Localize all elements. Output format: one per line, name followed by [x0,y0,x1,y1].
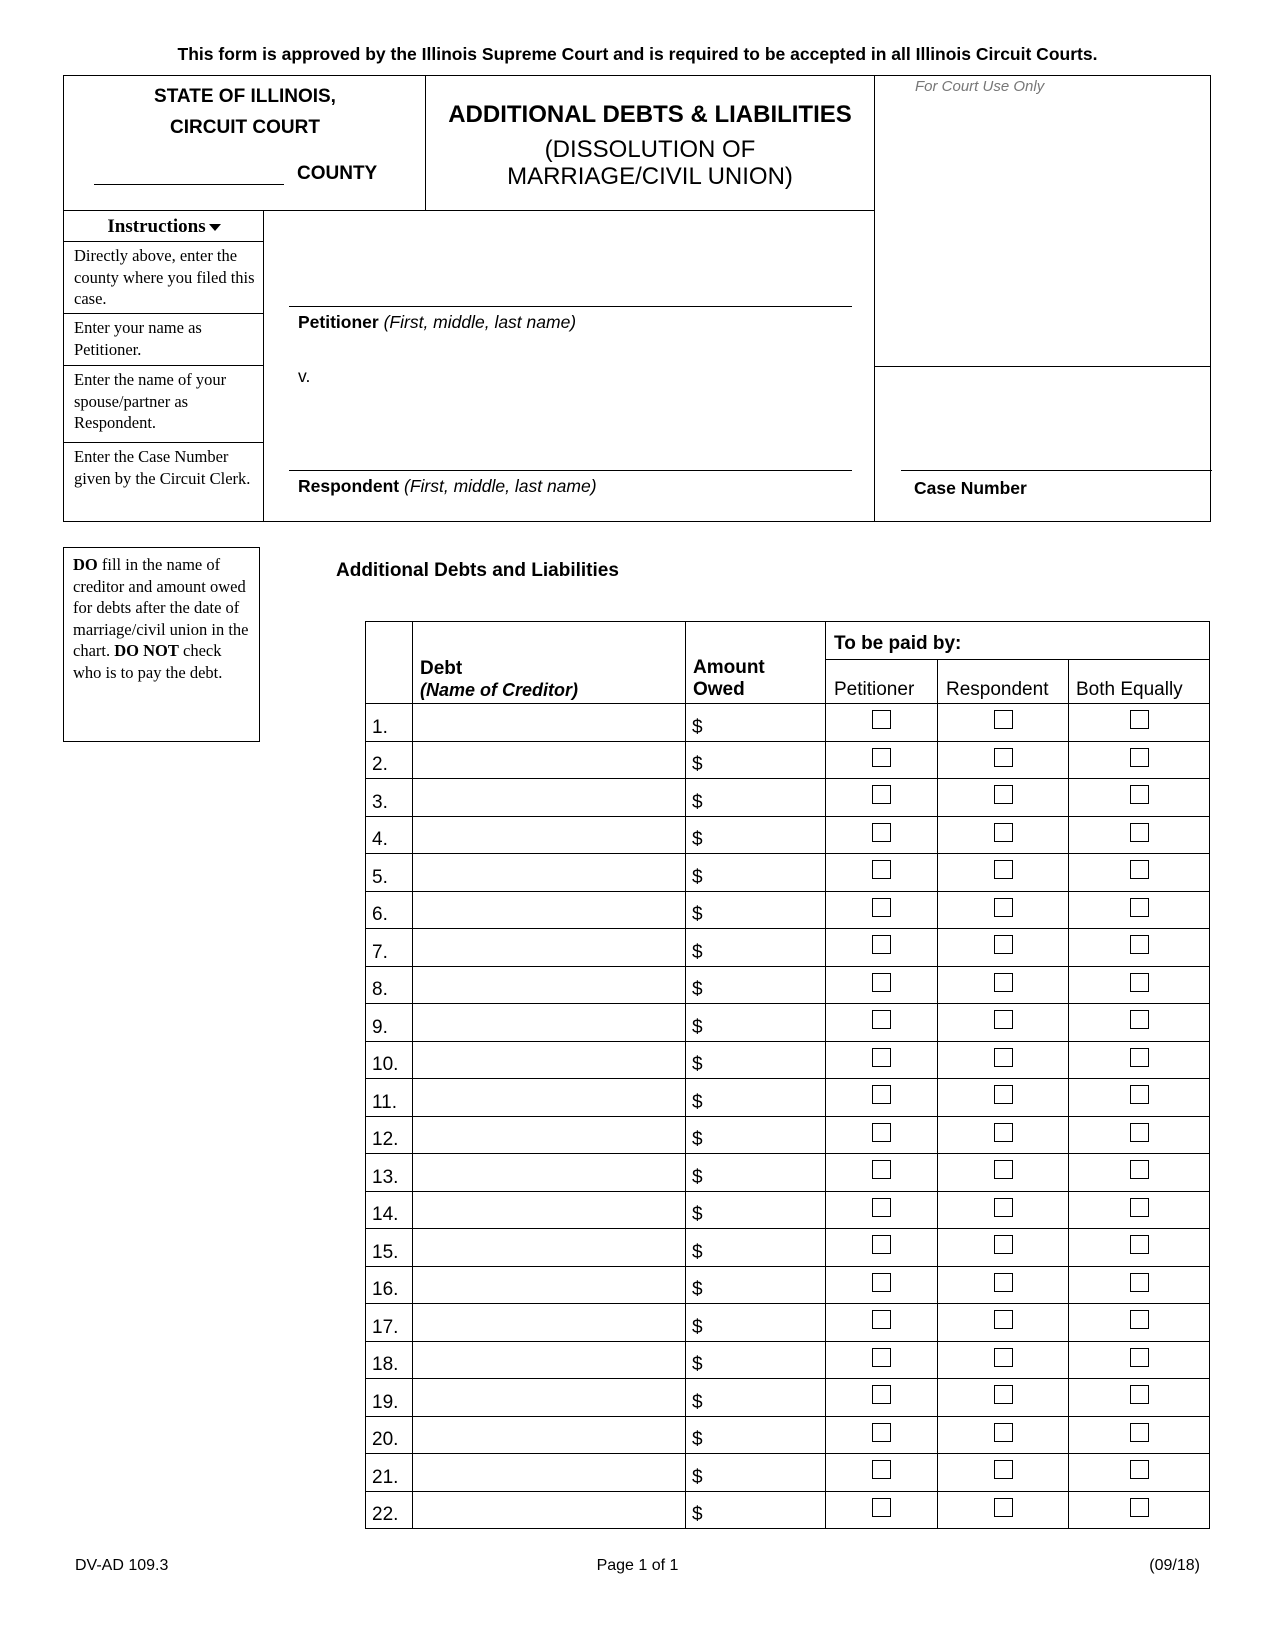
currency-symbol: $ [692,1016,703,1038]
respondent-name-field[interactable] [289,470,852,471]
currency-symbol: $ [692,754,703,775]
creditor-name-input[interactable] [413,1154,686,1192]
paid-by-respondent-cell [938,1491,1069,1529]
paid-by-both-equally-checkbox[interactable] [1130,1085,1149,1104]
creditor-name-input[interactable] [413,1341,686,1379]
paid-by-respondent-cell [938,704,1069,742]
paid-by-respondent-checkbox[interactable] [994,1085,1013,1104]
amount-owed-input[interactable] [686,704,826,742]
amount-owed-input[interactable] [686,1304,826,1342]
amount-owed-input[interactable] [686,1229,826,1267]
versus-label: v. [298,366,311,386]
amount-owed-input[interactable] [686,779,826,817]
paid-by-respondent-checkbox[interactable] [994,1385,1013,1404]
paid-by-both-equally-cell [1069,779,1210,817]
currency-symbol: $ [692,716,703,738]
row-number: 5. [366,854,413,892]
row-number: 14. [366,1191,413,1229]
paid-by-petitioner-cell [826,891,938,929]
paid-by-both-equally-checkbox[interactable] [1130,1160,1149,1179]
paid-by-petitioner-checkbox[interactable] [872,1385,891,1404]
row-number: 20. [366,1416,413,1454]
paid-by-petitioner-cell [826,1491,938,1529]
amount-owed-input[interactable] [686,1154,826,1192]
paid-by-both-equally-cell [1069,891,1210,929]
paid-by-both-equally-cell [1069,854,1210,892]
paid-by-petitioner-checkbox[interactable] [872,1123,891,1142]
currency-symbol: $ [692,1241,703,1263]
approval-notice: This form is approved by the Illinois Supreme Court and is required to be accepted in all Illinois Circuit Courts. [177,44,1098,64]
page-number: Page 1 of 1 [596,1557,679,1574]
paid-by-petitioner-checkbox[interactable] [872,710,891,729]
amount-owed-input[interactable] [686,1341,826,1379]
table-row [366,704,1210,742]
creditor-name-input[interactable] [413,779,686,817]
paid-by-petitioner-cell [826,1041,938,1079]
row-number: 12. [366,1116,413,1154]
header-petitioner: Petitioner [826,660,938,704]
caret-down-icon [209,224,221,231]
paid-by-petitioner-cell [826,1191,938,1229]
paid-by-both-equally-cell [1069,741,1210,779]
instruction-respondent: Enter the name of your spouse/partner as Respondent. [74,370,227,432]
paid-by-petitioner-checkbox[interactable] [872,1460,891,1479]
paid-by-petitioner-cell [826,1116,938,1154]
paid-by-both-equally-cell [1069,929,1210,967]
creditor-name-input[interactable] [413,1191,686,1229]
paid-by-petitioner-cell [826,704,938,742]
instructions-heading-text: Instructions [107,216,206,237]
currency-symbol: $ [692,1091,703,1113]
creditor-name-input[interactable] [413,1304,686,1342]
header-respondent: Respondent [938,660,1069,704]
amount-owed-input[interactable] [686,1416,826,1454]
paid-by-both-equally-checkbox[interactable] [1130,898,1149,917]
paid-by-both-equally-checkbox[interactable] [1130,1048,1149,1067]
amount-owed-input[interactable] [686,1041,826,1079]
table-row [366,779,1210,817]
respondent-label: Respondent (First, middle, last name) [298,476,597,496]
paid-by-both-equally-cell [1069,1304,1210,1342]
amount-owed-input[interactable] [686,1266,826,1304]
paid-by-respondent-checkbox[interactable] [994,973,1013,992]
paid-by-respondent-checkbox[interactable] [994,1348,1013,1367]
row-number: 17. [366,1304,413,1342]
paid-by-both-equally-checkbox[interactable] [1130,1460,1149,1479]
paid-by-petitioner-checkbox[interactable] [872,973,891,992]
paid-by-petitioner-checkbox[interactable] [872,823,891,842]
row-number: 4. [366,816,413,854]
paid-by-both-equally-cell [1069,1041,1210,1079]
currency-symbol: $ [692,979,703,1000]
paid-by-petitioner-cell [826,966,938,1004]
court-use-only-label: For Court Use Only [915,78,1045,95]
paid-by-petitioner-checkbox[interactable] [872,1160,891,1179]
paid-by-respondent-checkbox[interactable] [994,1048,1013,1067]
paid-by-petitioner-cell [826,929,938,967]
row-number: 2. [366,741,413,779]
paid-by-petitioner-checkbox[interactable] [872,785,891,804]
case-number-field[interactable] [901,470,1212,471]
paid-by-petitioner-cell [826,1379,938,1417]
paid-by-respondent-cell [938,891,1069,929]
table-row [366,1266,1210,1304]
amount-owed-input[interactable] [686,891,826,929]
currency-symbol: $ [692,866,703,888]
paid-by-respondent-cell [938,1041,1069,1079]
row-number: 15. [366,1229,413,1267]
paid-by-petitioner-cell [826,741,938,779]
paid-by-respondent-checkbox[interactable] [994,1498,1013,1517]
table-row [366,929,1210,967]
creditor-name-input[interactable] [413,741,686,779]
paid-by-respondent-cell [938,816,1069,854]
form-subtitle-line1: (DISSOLUTION OF [544,136,756,163]
paid-by-respondent-checkbox[interactable] [994,1423,1013,1442]
currency-symbol: $ [692,1129,703,1150]
table-row [366,816,1210,854]
paid-by-respondent-cell [938,1116,1069,1154]
currency-symbol: $ [692,791,703,813]
petitioner-label: Petitioner (First, middle, last name) [298,312,577,332]
table-row [366,1191,1210,1229]
currency-symbol: $ [692,1504,703,1525]
row-number: 10. [366,1041,413,1079]
row-number: 13. [366,1154,413,1192]
paid-by-petitioner-checkbox[interactable] [872,1048,891,1067]
creditor-name-input[interactable] [413,704,686,742]
court-state: STATE OF ILLINOIS, [154,86,336,107]
currency-symbol: $ [692,941,703,963]
instruction-case-number: Enter the Case Number given by the Circuit Clerk. [74,447,251,488]
paid-by-respondent-cell [938,929,1069,967]
do-instruction-box: DO fill in the name of creditor and amount owed for debts after the date of marriage/civil union in the chart. DO NOT check who is to pay the debt. [63,547,260,742]
amount-owed-input[interactable] [686,929,826,967]
paid-by-both-equally-cell [1069,1079,1210,1117]
paid-by-respondent-checkbox[interactable] [994,1235,1013,1254]
court-name: CIRCUIT COURT [170,117,320,138]
amount-owed-input[interactable] [686,1454,826,1492]
amount-owed-input[interactable] [686,1004,826,1042]
paid-by-both-equally-checkbox[interactable] [1130,935,1149,954]
row-number: 7. [366,929,413,967]
row-number: 18. [366,1341,413,1379]
paid-by-petitioner-cell [826,1416,938,1454]
paid-by-both-equally-checkbox[interactable] [1130,1010,1149,1029]
amount-owed-input[interactable] [686,966,826,1004]
paid-by-respondent-checkbox[interactable] [994,1010,1013,1029]
row-number: 21. [366,1454,413,1492]
table-row [366,1229,1210,1267]
currency-symbol: $ [692,1391,703,1413]
paid-by-both-equally-checkbox[interactable] [1130,1235,1149,1254]
paid-by-petitioner-checkbox[interactable] [872,898,891,917]
paid-by-both-equally-checkbox[interactable] [1130,823,1149,842]
paid-by-both-equally-cell [1069,1416,1210,1454]
header-row-number [366,622,413,704]
paid-by-petitioner-checkbox[interactable] [872,1310,891,1329]
paid-by-both-equally-checkbox[interactable] [1130,1273,1149,1292]
amount-owed-input[interactable] [686,1379,826,1417]
creditor-name-input[interactable] [413,1004,686,1042]
header-both-equally: Both Equally [1069,660,1210,704]
county-label: COUNTY [297,163,378,184]
paid-by-respondent-checkbox[interactable] [994,1123,1013,1142]
paid-by-petitioner-checkbox[interactable] [872,935,891,954]
paid-by-petitioner-checkbox[interactable] [872,1085,891,1104]
county-field[interactable] [94,184,284,185]
paid-by-petitioner-checkbox[interactable] [872,1348,891,1367]
amount-owed-input[interactable] [686,1491,826,1529]
table-row [366,1041,1210,1079]
paid-by-petitioner-checkbox[interactable] [872,748,891,767]
paid-by-both-equally-checkbox[interactable] [1130,860,1149,879]
creditor-name-input[interactable] [413,1491,686,1529]
paid-by-respondent-checkbox[interactable] [994,1198,1013,1217]
paid-by-both-equally-checkbox[interactable] [1130,1498,1149,1517]
paid-by-respondent-cell [938,779,1069,817]
creditor-name-input[interactable] [413,1379,686,1417]
form-code: DV-AD 109.3 [75,1557,169,1574]
amount-owed-input[interactable] [686,741,826,779]
row-number: 9. [366,1004,413,1042]
header-amount-owed: Amount Owed [686,622,826,704]
table-row [366,1004,1210,1042]
paid-by-both-equally-checkbox[interactable] [1130,1385,1149,1404]
creditor-name-input[interactable] [413,816,686,854]
paid-by-petitioner-cell [826,1004,938,1042]
paid-by-respondent-checkbox[interactable] [994,1310,1013,1329]
currency-symbol: $ [692,1429,703,1450]
row-number: 3. [366,779,413,817]
row-number: 16. [366,1266,413,1304]
table-row [366,741,1210,779]
table-row [366,1454,1210,1492]
paid-by-respondent-checkbox[interactable] [994,748,1013,767]
instructions-heading [64,216,264,238]
row-number: 19. [366,1379,413,1417]
table-row [366,1079,1210,1117]
paid-by-respondent-checkbox[interactable] [994,935,1013,954]
creditor-name-input[interactable] [413,1079,686,1117]
table-row [366,1304,1210,1342]
paid-by-petitioner-checkbox[interactable] [872,1198,891,1217]
paid-by-both-equally-cell [1069,1191,1210,1229]
creditor-name-input[interactable] [413,854,686,892]
paid-by-petitioner-checkbox[interactable] [872,1273,891,1292]
amount-owed-input[interactable] [686,1079,826,1117]
paid-by-respondent-cell [938,1341,1069,1379]
paid-by-respondent-cell [938,1416,1069,1454]
table-row [366,1154,1210,1192]
paid-by-respondent-cell [938,1229,1069,1267]
paid-by-respondent-cell [938,1079,1069,1117]
paid-by-both-equally-checkbox[interactable] [1130,1423,1149,1442]
paid-by-respondent-checkbox[interactable] [994,785,1013,804]
row-number: 6. [366,891,413,929]
paid-by-both-equally-cell [1069,1266,1210,1304]
paid-by-respondent-cell [938,741,1069,779]
paid-by-both-equally-cell [1069,1154,1210,1192]
paid-by-both-equally-checkbox[interactable] [1130,710,1149,729]
paid-by-petitioner-checkbox[interactable] [872,1423,891,1442]
paid-by-petitioner-checkbox[interactable] [872,1498,891,1517]
amount-owed-input[interactable] [686,816,826,854]
creditor-name-input[interactable] [413,1416,686,1454]
paid-by-respondent-checkbox[interactable] [994,1160,1013,1179]
paid-by-respondent-cell [938,1379,1069,1417]
creditor-name-input[interactable] [413,1266,686,1304]
currency-symbol: $ [692,1354,703,1375]
table-row [366,1116,1210,1154]
paid-by-both-equally-cell [1069,704,1210,742]
row-number: 22. [366,1491,413,1529]
header-to-be-paid-by: To be paid by: [826,622,1210,660]
paid-by-respondent-cell [938,1191,1069,1229]
paid-by-both-equally-checkbox[interactable] [1130,1198,1149,1217]
paid-by-respondent-cell [938,1454,1069,1492]
section-title: Additional Debts and Liabilities [336,560,619,581]
header-debt: Debt (Name of Creditor) [413,622,686,704]
paid-by-petitioner-cell [826,1454,938,1492]
table-row [366,1491,1210,1529]
currency-symbol: $ [692,1054,703,1075]
paid-by-respondent-checkbox[interactable] [994,1273,1013,1292]
paid-by-respondent-cell [938,1304,1069,1342]
paid-by-respondent-cell [938,1004,1069,1042]
creditor-name-input[interactable] [413,1116,686,1154]
paid-by-respondent-checkbox[interactable] [994,898,1013,917]
paid-by-both-equally-cell [1069,1341,1210,1379]
paid-by-petitioner-cell [826,1154,938,1192]
paid-by-petitioner-checkbox[interactable] [872,860,891,879]
amount-owed-input[interactable] [686,1191,826,1229]
creditor-name-input[interactable] [413,1041,686,1079]
amount-owed-input[interactable] [686,854,826,892]
table-row [366,1379,1210,1417]
creditor-name-input[interactable] [413,1229,686,1267]
currency-symbol: $ [692,1316,703,1338]
paid-by-both-equally-cell [1069,1229,1210,1267]
paid-by-respondent-cell [938,854,1069,892]
paid-by-respondent-checkbox[interactable] [994,710,1013,729]
currency-symbol: $ [692,1279,703,1300]
paid-by-petitioner-cell [826,1266,938,1304]
currency-symbol: $ [692,904,703,925]
paid-by-both-equally-checkbox[interactable] [1130,1123,1149,1142]
paid-by-petitioner-cell [826,779,938,817]
paid-by-both-equally-checkbox[interactable] [1130,1310,1149,1329]
paid-by-petitioner-cell [826,816,938,854]
form-subtitle-line2: MARRIAGE/CIVIL UNION) [507,163,793,190]
paid-by-both-equally-checkbox[interactable] [1130,785,1149,804]
paid-by-petitioner-checkbox[interactable] [872,1235,891,1254]
creditor-name-input[interactable] [413,891,686,929]
paid-by-both-equally-checkbox[interactable] [1130,1348,1149,1367]
paid-by-petitioner-cell [826,1341,938,1379]
table-row [366,854,1210,892]
currency-symbol: $ [692,1204,703,1225]
table-row [366,966,1210,1004]
case-caption-box [63,75,1211,522]
currency-symbol: $ [692,829,703,850]
paid-by-both-equally-cell [1069,1379,1210,1417]
paid-by-petitioner-checkbox[interactable] [872,1010,891,1029]
case-number-label: Case Number [914,478,1027,498]
petitioner-name-field[interactable] [289,306,852,307]
paid-by-both-equally-checkbox[interactable] [1130,748,1149,767]
revision-date: (09/18) [1149,1557,1200,1574]
paid-by-both-equally-cell [1069,816,1210,854]
instruction-county: Directly above, enter the county where you filed this case. [74,246,255,308]
currency-symbol: $ [692,1166,703,1188]
creditor-name-input[interactable] [413,1454,686,1492]
paid-by-both-equally-cell [1069,1004,1210,1042]
instruction-petitioner: Enter your name as Petitioner. [74,318,202,359]
row-number: 8. [366,966,413,1004]
paid-by-both-equally-cell [1069,1454,1210,1492]
form-title: ADDITIONAL DEBTS & LIABILITIES [448,101,852,128]
table-row [366,1341,1210,1379]
paid-by-respondent-checkbox[interactable] [994,860,1013,879]
paid-by-respondent-cell [938,1266,1069,1304]
paid-by-respondent-cell [938,966,1069,1004]
row-number: 1. [366,704,413,742]
amount-owed-input[interactable] [686,1116,826,1154]
paid-by-petitioner-cell [826,854,938,892]
paid-by-respondent-checkbox[interactable] [994,823,1013,842]
paid-by-petitioner-cell [826,1079,938,1117]
paid-by-respondent-checkbox[interactable] [994,1460,1013,1479]
paid-by-petitioner-cell [826,1304,938,1342]
table-row [366,1416,1210,1454]
paid-by-both-equally-cell [1069,966,1210,1004]
currency-symbol: $ [692,1466,703,1488]
table-row [366,891,1210,929]
creditor-name-input[interactable] [413,929,686,967]
paid-by-both-equally-checkbox[interactable] [1130,973,1149,992]
creditor-name-input[interactable] [413,966,686,1004]
paid-by-both-equally-cell [1069,1116,1210,1154]
paid-by-both-equally-cell [1069,1491,1210,1529]
row-number: 11. [366,1079,413,1117]
debts-table [365,621,1210,1529]
paid-by-petitioner-cell [826,1229,938,1267]
paid-by-respondent-cell [938,1154,1069,1192]
